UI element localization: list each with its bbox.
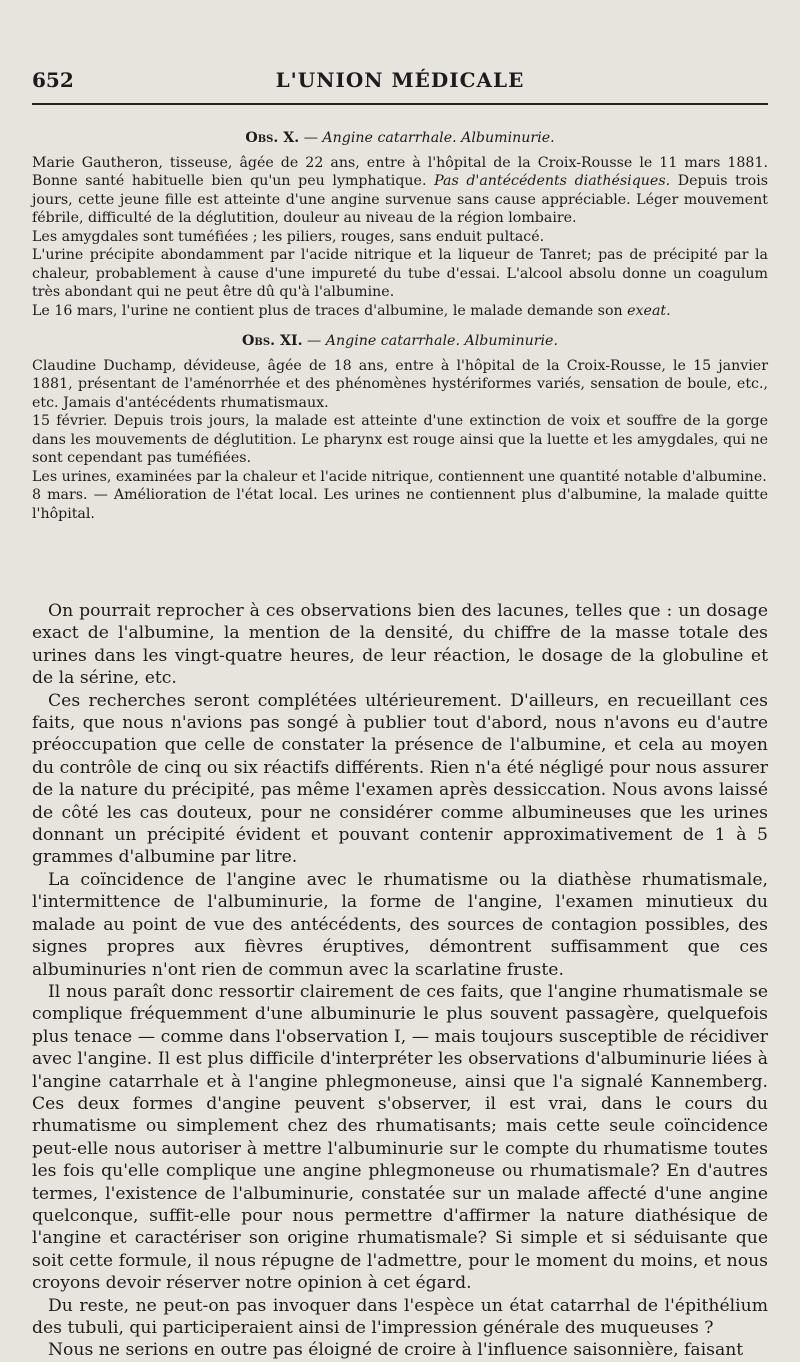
obs-10-text: Marie Gautheron, tisseuse, âgée de 22 ans, entre à l'hôpital de la Croix-Rousse le 11 mars 1881. Bonne santé habituelle bien qu'un peu lymphatique. — [32, 154, 768, 189]
obs-11-heading — [32, 332, 768, 351]
obs-10-emphasis: exeat. — [627, 302, 671, 319]
obs-10-paragraph — [32, 154, 768, 228]
obs-10-title: — Angine catarrhale. Albuminurie. — [303, 130, 555, 146]
body-paragraph: La coïncidence de l'angine avec le rhumatisme ou la diathèse rhumatismale, l'intermittence de l'albuminurie, la forme de l'angine, l'examen minutieux du malade au point de vue des antécédents, des sources de contagion possibles, des signes propres aux fièvres éruptives, démontrent suffisamment que ces albuminuries n'ont rien de commun avec la scarlatine fruste. — [32, 869, 768, 980]
body-paragraph: Ces recherches seront complétées ultérieurement. D'ailleurs, en recueillant ces faits, que nous n'avions pas songé à publier tout d'abord, nous n'avons eu d'autre préoccupation que celle de constater la présence de l'albumine, et cela au moyen du contrôle de cinq ou six réactifs différents. Rien n'a été négligé pour nous assurer de la nature du précipité, pas même l'examen après dessiccation. Nous avons laissé de côté les cas douteux, pour ne considérer comme albumineuses que les urines donnant un précipité évident et pouvant contenir approximativement de 1 à 5 grammes d'albumine par litre. — [32, 690, 768, 868]
obs-10-text: Le 16 mars, l'urine ne contient plus de traces d'albumine, le malade demande son — [32, 302, 628, 319]
obs-10-paragraph — [32, 302, 768, 321]
journal-title: L'UNION MÉDICALE — [275, 68, 525, 92]
body-paragraph: On pourrait reprocher à ces observations bien des lacunes, telles que : un dosage exact de l'albumine, la mention de la densité, du chiffre de la masse totale des urines dans les vingt-quatre heures, de leur réaction, le dosage de la globuline et de la sérine, etc. — [32, 601, 768, 689]
obs-11-paragraph: Les urines, examinées par la chaleur et l'acide nitrique, contiennent une quantité notable d'albumine. — [32, 468, 767, 485]
obs-10-emphasis: Pas d'antécédents diathésiques. — [434, 173, 671, 189]
header-rule — [32, 103, 768, 105]
body-paragraph: Du reste, ne peut-on pas invoquer dans l'espèce un état catarrhal de l'épithélium des tubuli, qui participeraient ainsi de l'impression générale des muqueuses ? — [32, 1295, 768, 1338]
main-text — [32, 600, 768, 1362]
obs-11-paragraph: Claudine Duchamp, dévideuse, âgée de 18 ans, entre à l'hôpital de la Croix-Rousse, le 15 janvier 1881, présentant de l'aménorrhée et des phénomènes hystériformes variés, sensation de boule, etc., etc. Jamais d'antécédents rhumatismaux. — [32, 357, 768, 411]
obs-10-label: Obs. X. — [245, 130, 300, 146]
obs-10-heading — [32, 129, 768, 148]
obs-10-paragraph: L'urine précipite abondamment par l'acide nitrique et la liqueur de Tanret; pas de précipité par la chaleur, probablement à cause d'une impureté du tube d'essai. L'alcool absolu donne un coagulum très abondant qui ne peut être dû qu'à l'albumine. — [32, 247, 768, 300]
obs-10-paragraph: Les amygdales sont tuméfiées ; les piliers, rouges, sans enduit pultacé. — [32, 228, 545, 245]
obs-10-text: Depuis trois jours, cette jeune fille est atteinte d'une angine survenue sans cause appréciable. Léger mouvement fébrile, difficulté de la déglutition, douleur au niveau de la région lombaire. — [32, 173, 769, 226]
body-paragraph: Il nous paraît donc ressortir clairement de ces faits, que l'angine rhumatismale se complique fréquemment d'une albuminurie le plus souvent passagère, quelquefois plus tenace — comme dans l'observation I, — mais toujours susceptible de récidiver avec l'angine. Il est plus difficile d'interpréter les observations d'albuminurie liées à l'angine catarrhale et à l'angine phlegmoneuse, ainsi que l'a signalé Kannemberg. Ces deux formes d'angine peuvent s'observer, il est vrai, dans le cours du rhumatisme ou simplement chez des rhumatisants; mais cette seule coïncidence peut-elle nous autoriser à mettre l'albuminurie sur le compte du rhumatisme toutes les fois qu'elle complique une angine phlegmoneuse ou rhumatismale? En d'autres termes, l'existence de l'albuminurie, constatée sur un malade affecté d'une angine quelconque, suffit-elle pour nous permettre d'affirmer la nature diathésique de l'angine et caractériser son origine rhumatismale? Si simple et si séduisante que soit cette formule, il nous répugne de l'admettre, pour le moment du moins, et nous croyons devoir réserver notre opinion à cet égard. — [32, 981, 768, 1294]
running-header — [32, 68, 768, 100]
obs-11-paragraph: 8 mars. — Amélioration de l'état local. Les urines ne contiennent plus d'albumine, la malade quitte l'hôpital. — [32, 487, 768, 522]
page-number: 652 — [32, 68, 74, 92]
obs-11-title: — Angine catarrhale. Albuminurie. — [307, 333, 558, 349]
case-observations — [32, 125, 768, 523]
obs-11-label: Obs. XI. — [242, 333, 303, 349]
obs-11-paragraph: 15 février. Depuis trois jours, la malade est atteinte d'une extinction de voix et souffre de la gorge dans les mouvements de déglutition. Le pharynx est rouge ainsi que la luette et les amygdales, qui ne sont cependant pas tuméfiées. — [32, 413, 768, 466]
body-paragraph: Nous ne serions en outre pas éloigné de croire à l'influence saisonnière, faisant — [48, 1340, 744, 1361]
